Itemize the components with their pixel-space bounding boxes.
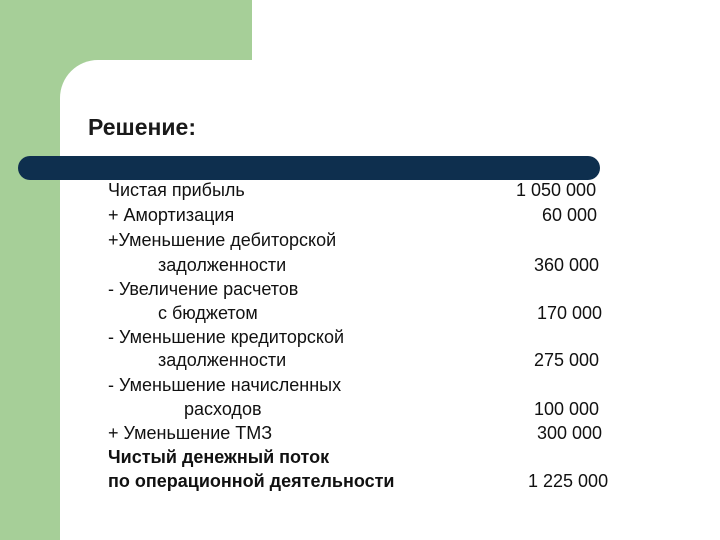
row-receivables-decrease bbox=[0, 228, 720, 252]
row-budget-increase bbox=[0, 277, 720, 301]
row-accrued-decrease-cont bbox=[0, 397, 720, 421]
row-payables-decrease bbox=[0, 325, 720, 349]
row-label: - Увеличение расчетов bbox=[108, 279, 299, 299]
row-accrued-decrease bbox=[0, 373, 720, 397]
row-label: - Уменьшение кредиторской bbox=[108, 327, 345, 347]
row-value: 1 050 000 bbox=[516, 180, 597, 200]
row-label: с бюджетом bbox=[158, 303, 258, 323]
row-value: 300 000 bbox=[537, 423, 603, 443]
row-budget-increase-cont bbox=[0, 301, 720, 325]
row-payables-decrease-cont bbox=[0, 348, 720, 372]
row-net-cash-flow bbox=[0, 445, 720, 469]
row-value: 170 000 bbox=[537, 303, 603, 323]
row-value: 60 000 bbox=[542, 205, 598, 225]
row-inventory-decrease bbox=[0, 421, 720, 445]
row-label: расходов bbox=[184, 399, 262, 419]
row-value: 1 225 000 bbox=[528, 471, 609, 491]
row-value: 360 000 bbox=[534, 255, 600, 275]
row-label: +Уменьшение дебиторской bbox=[108, 230, 337, 250]
slide-title: Решение: bbox=[88, 114, 197, 140]
row-label: Чистый денежный поток bbox=[108, 447, 330, 467]
row-label: задолженности bbox=[158, 255, 287, 275]
title-divider-bar bbox=[18, 156, 600, 180]
row-receivables-decrease-cont bbox=[0, 253, 720, 277]
row-net-profit bbox=[0, 178, 720, 202]
row-label: + Уменьшение ТМЗ bbox=[108, 423, 273, 443]
row-value: 100 000 bbox=[534, 399, 600, 419]
row-depreciation bbox=[0, 203, 720, 227]
row-label: задолженности bbox=[158, 350, 287, 370]
row-net-cash-flow-cont bbox=[0, 469, 720, 493]
row-label: - Уменьшение начисленных bbox=[108, 375, 342, 395]
row-label: + Амортизация bbox=[108, 205, 235, 225]
row-value: 275 000 bbox=[534, 350, 600, 370]
row-label: Чистая прибыль bbox=[108, 180, 245, 200]
row-label: по операционной деятельности bbox=[108, 471, 395, 491]
